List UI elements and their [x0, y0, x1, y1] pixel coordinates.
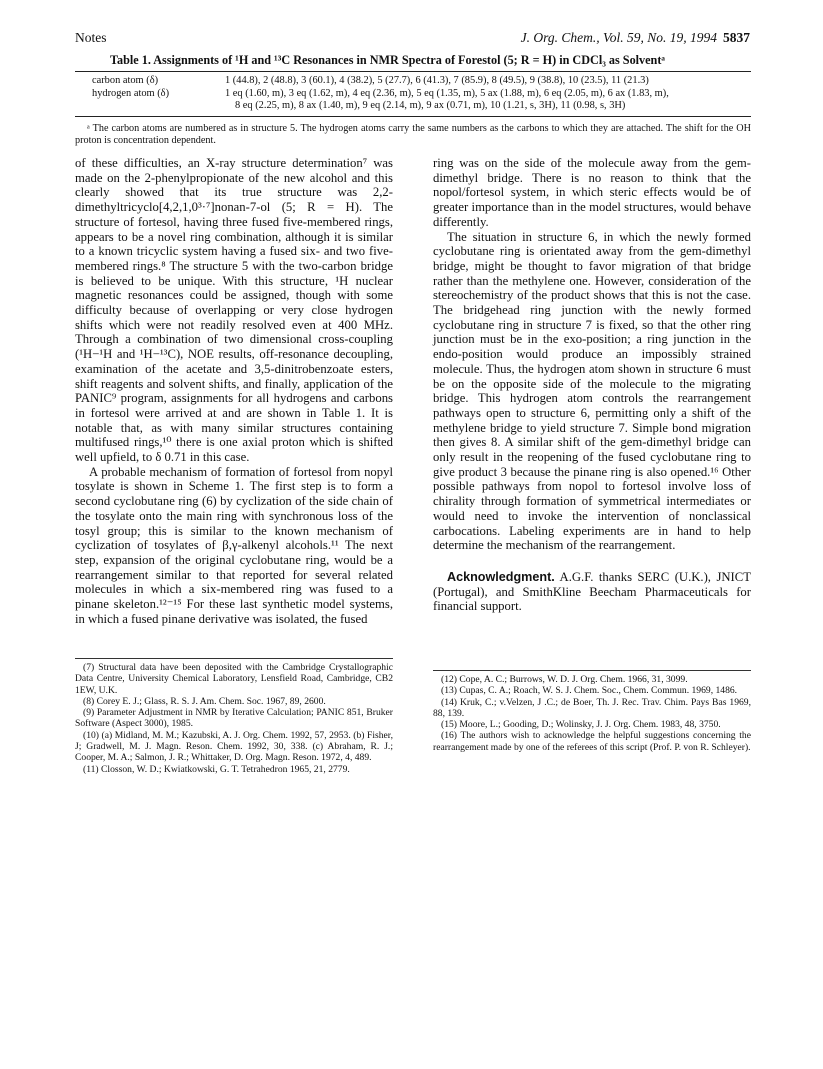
body-left-column — [75, 156, 393, 627]
footnote: (14) Kruk, C.; v.Velzen, J .C.; de Boer, Th. J. Rec. Trav. Chim. Pays Bas 1969, 88, 139. — [433, 696, 751, 719]
paragraph: ring was on the side of the molecule away from the gem-dimethyl bridge. There is no reason to think that the nopol/fortesol system, in which steric effects would be of greater importance than in the model structures, would behave differently. — [433, 156, 751, 229]
footnote: (13) Cupas, C. A.; Roach, W. S. J. Chem. Soc., Chem. Commun. 1969, 1486. — [441, 685, 738, 697]
paragraph: The situation in structure 6, in which the newly formed cyclobutane ring is orientated away from the gem-dimethyl bridge, might be thought to favor migration of that bridge rather than the methylene one. However, consideration of the stereochemistry of the product shows that this is not the case. The bridgehead ring junction with the newly formed cyclobutane ring in structure 7 is fixed, so that the other ring junction must be in the exo-position; a ring junction in the endo-position would produce an impossibly strained molecule. Thus, the hydrogen atom shown in structure 6 must be on the opposite side of the molecule to the migrating bridge. This hydrogen atom controls the rearrangement pathways open to structure 6, permitting only a shift of the methylene bridge to yield structure 7. Simple bond migration then gives 8. A similar shift of the gem-dimethyl bridge can only result in the reopening of the fused cyclobutane ring to give product 3 because the pinane ring is also opened.¹⁶ Other possible pathways from nopol to fortesol involve loss of chirality through formation of symmetrical intermediates or would need to invoke the intervention of nonclassical carbocations. Labeling experiments are in hand to help determine the mechanism of the rearrangement. — [433, 229, 751, 553]
paragraph: A probable mechanism of formation of fortesol from nopyl tosylate is shown in Scheme 1. The first step is to form a second cyclobutane ring (6) by cyclization of the side chain of the tosylate onto the main ring with synchronous loss of the tosyl group; this is similar to the known mechanism of cyclization of tosylates of β,γ-alkenyl alcohols.¹¹ The next step, expansion of the original cyclobutane ring, would be a rearrangement similar to that reported for several related molecules in which a six-membered ring was fused to a pinane skeleton.¹²⁻¹⁵ For these last synthetic model systems, in which a fused pinane derivative was isolated, the fused — [75, 464, 393, 626]
paragraph: of these difficulties, an X-ray structure determination⁷ was made on the 2-phenylpropionate of the new alcohol and this clearly showed that its true structure was 2,2-dimethyltricyclo[4,2,1,0³·⁷]nonan-7-ol (5; R = H). The structure of fortesol, having three fused five-membered rings, appears to be a novel ring combination, although it is similar to a known tricyclic system having a fused six- and two five-membered rings.⁸ The structure 5 with the two-carbon bridge is believed to be unique. With this structure, ¹H nuclear magnetic resonances could be assigned, though with some difficulty because of overlapping or very close hydrogen shifts which were not readily resolved even at 400 MHz. Through a combination of two dimensional cross-coupling (¹H−¹H and ¹H−¹³C), NOE results, off-resonance decoupling, examination of the acetate and 3,5-dinitrobenzoate esters, shift reagents and solvent shifts, and finally, application of the PANIC⁹ program, assignments for all hydrogens and carbons in fortesol were arrived at and are shown in Table 1. It is notable that, as with many similar structures containing multifused rings,¹⁰ there is one axial proton which is shifted well upfield, to δ 0.71 in this case. — [75, 156, 393, 465]
footnote-rule-left — [75, 658, 393, 659]
acknowledgment-heading: Acknowledgment. — [447, 569, 555, 584]
footnotes-left — [75, 662, 393, 775]
acknowledgment — [433, 570, 751, 614]
footnote: (9) Parameter Adjustment in NMR by Iterative Calculation; PANIC 851, Bruker Software (Aspect 3000), 1985. — [75, 707, 393, 730]
footnote: (10) (a) Midland, M. M.; Kazubski, A. J. Org. Chem. 1992, 57, 2953. (b) Fisher, J; Gradwell, M. J. Magn. Reson. Chem. 1992, 30, 338. (c) Abraham, R. J.; Cooper, M. A.; Salmon, J. R.; Whittaker, D. Org. Magn. Reson. 1972, 4, 489. — [75, 729, 393, 764]
footnote: (11) Closson, W. D.; Kwiatkowski, G. T. Tetrahedron 1965, 21, 2779. — [83, 763, 350, 775]
footnote: (12) Cope, A. C.; Burrows, W. D. J. Org. Chem. 1966, 31, 3099. — [441, 674, 688, 685]
footnote: (7) Structural data have been deposited with the Cambridge Crystallographic Data Centre, University Chemical Laboratory, Lensfield Road, Cambridge, CB2 1EW, U.K. — [75, 662, 393, 696]
table-row-value: 1 (44.8), 2 (48.8), 3 (60.1), 4 (38.2), 5 (27.7), 6 (41.3), 7 (85.9), 8 (49.5), 9 (38.8), 10 (23.5), 11 (21.3) — [225, 75, 649, 86]
body-right-column — [433, 156, 751, 614]
journal-name: J. Org. Chem., Vol. 59, No. 19, 1994 — [520, 30, 717, 45]
table-top-rule — [75, 71, 751, 72]
table-row-value: 1 eq (1.60, m), 3 eq (1.62, m), 4 eq (2.36, m), 5 eq (1.35, m), 5 ax (1.88, m), 6 eq (2.05, m), 6 ax (1.83, m), — [225, 88, 669, 99]
journal-citation-header — [500, 30, 750, 46]
footnote: (15) Moore, L.; Gooding, D.; Wolinsky, J. J. Org. Chem. 1983, 48, 3750. — [441, 719, 721, 731]
footnote: (16) The authors wish to acknowledge the helpful suggestions concerning the rearrangement made by one of the referees of this script (Prof. P. von R. Schleyer). — [433, 730, 751, 753]
table-caption: Table 1. Assignments of ¹H and ¹³C Resonances in NMR Spectra of Forestol (5; R = H) in CDCl₃ as Solventᵃ — [110, 53, 665, 67]
section-header: Notes — [75, 30, 107, 45]
table-bottom-rule — [75, 116, 751, 117]
table-row-value: 8 eq (2.25, m), 8 ax (1.40, m), 9 eq (2.14, m), 9 ax (0.71, m), 10 (1.21, s, 3H), 11 (0.98, s, 3H) — [235, 100, 626, 111]
page-number: 5837 — [723, 30, 750, 45]
table-footnote: ᵃ The carbon atoms are numbered as in structure 5. The hydrogen atoms carry the same numbers as the carbons to which they are attached. The shift for the OH proton is concentration dependent. — [75, 123, 751, 146]
acknowledgment-text: A.G.F. thanks SERC (U.K.), JNICT (Portugal), and SmithKline Beecham Pharmaceuticals for financial support. — [433, 569, 751, 614]
footnotes-right — [433, 674, 751, 753]
footnote-rule-right — [433, 670, 751, 671]
table-row-label: hydrogen atom (δ) — [92, 88, 170, 99]
footnote: (8) Corey E. J.; Glass, R. S. J. Am. Chem. Soc. 1967, 89, 2600. — [83, 695, 326, 707]
table-row-label: carbon atom (δ) — [92, 75, 159, 86]
